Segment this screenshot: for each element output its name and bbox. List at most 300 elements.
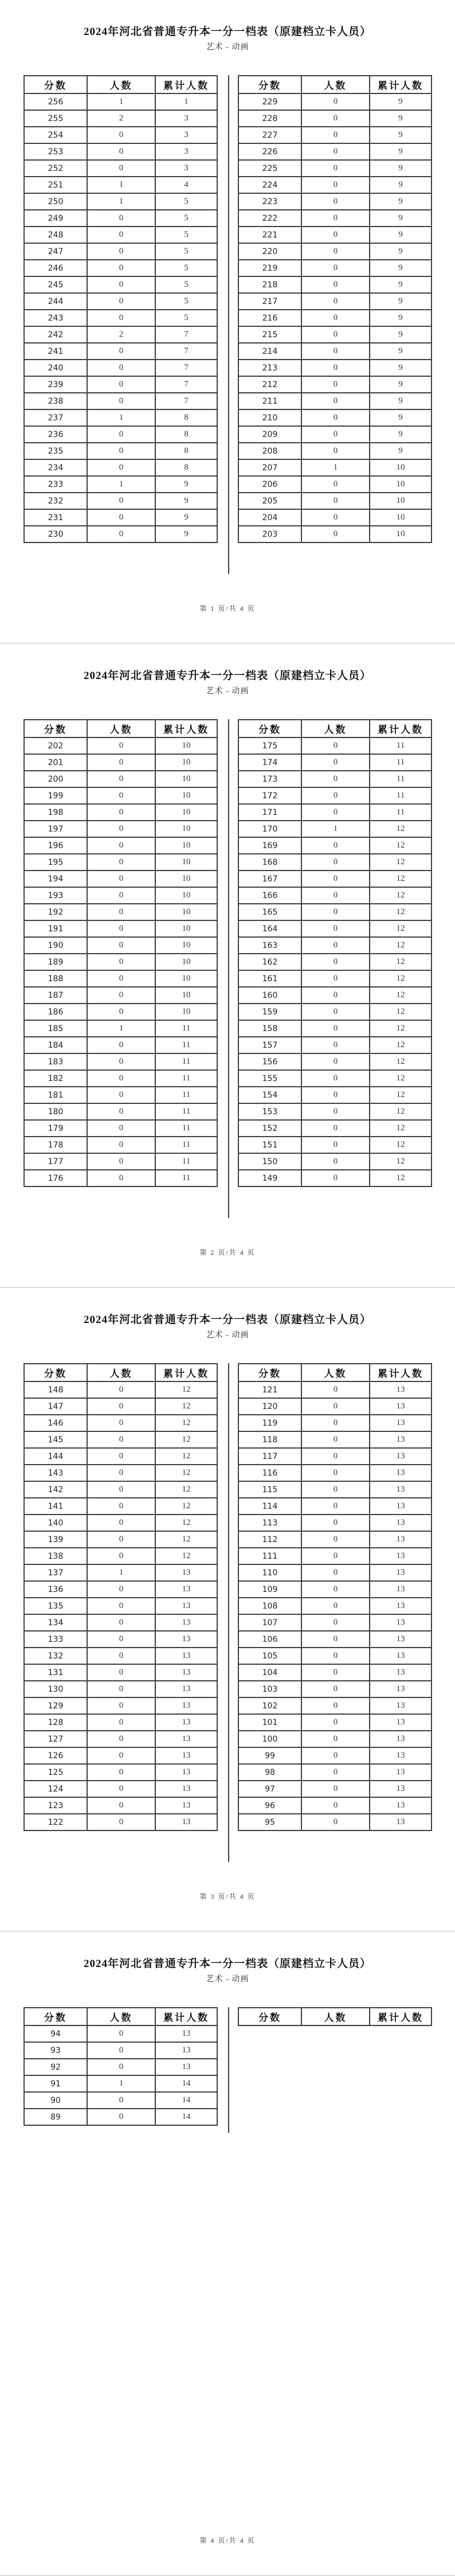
cumulative-cell: 13 [155, 1731, 217, 1747]
cumulative-cell: 13 [155, 2059, 217, 2075]
score-cell: 244 [24, 293, 87, 310]
table-row [24, 854, 217, 871]
table-row [24, 970, 217, 987]
score-cell: 200 [24, 771, 87, 787]
table-row [238, 1781, 432, 1797]
table-row [238, 1531, 432, 1548]
table-row [24, 476, 217, 493]
count-cell: 0 [87, 276, 155, 293]
table-row [238, 310, 432, 326]
count-cell: 0 [87, 1431, 155, 1448]
column-header-cumulative: 累计人数 [155, 1364, 217, 1381]
table-row [238, 1697, 432, 1714]
score-table-left [23, 719, 218, 1187]
cumulative-cell: 9 [370, 110, 432, 127]
score-cell: 198 [24, 804, 87, 821]
cumulative-cell: 9 [370, 393, 432, 409]
count-cell: 0 [301, 1614, 370, 1631]
cumulative-cell: 12 [370, 1103, 432, 1120]
count-cell: 0 [301, 1714, 370, 1731]
table-row [238, 260, 432, 276]
header-row [238, 76, 432, 93]
cumulative-cell: 1 [155, 93, 217, 110]
cumulative-cell: 13 [155, 1747, 217, 1764]
cumulative-cell: 12 [370, 887, 432, 904]
table-row [24, 737, 217, 754]
cumulative-cell: 12 [155, 1498, 217, 1515]
score-cell: 225 [238, 160, 301, 177]
count-cell: 0 [87, 1465, 155, 1481]
table-row [238, 393, 432, 409]
table-row [24, 1531, 217, 1548]
table-body [24, 737, 217, 1186]
table-row [238, 227, 432, 243]
table-row [238, 871, 432, 887]
cumulative-cell: 5 [155, 276, 217, 293]
cumulative-cell: 12 [155, 1448, 217, 1465]
cumulative-cell: 11 [155, 1153, 217, 1170]
count-cell: 0 [301, 1137, 370, 1153]
cumulative-cell: 12 [370, 1153, 432, 1170]
count-cell: 0 [87, 987, 155, 1004]
score-cell: 95 [238, 1814, 301, 1830]
table-row [238, 1020, 432, 1037]
table-row [24, 1664, 217, 1681]
cumulative-cell: 10 [155, 920, 217, 937]
table-row [24, 227, 217, 243]
table-row [238, 954, 432, 970]
cumulative-cell: 13 [155, 1564, 217, 1581]
score-cell: 177 [24, 1153, 87, 1170]
cumulative-cell: 5 [155, 260, 217, 276]
table-row [238, 854, 432, 871]
table-row [238, 426, 432, 443]
cumulative-cell: 10 [155, 987, 217, 1004]
score-cell: 93 [24, 2042, 87, 2059]
table-row [238, 459, 432, 476]
score-cell: 234 [24, 459, 87, 476]
score-cell: 206 [238, 476, 301, 493]
count-cell: 0 [301, 1631, 370, 1648]
count-cell: 0 [87, 787, 155, 804]
score-cell: 129 [24, 1697, 87, 1714]
score-cell: 209 [238, 426, 301, 443]
table-body [24, 1381, 217, 1830]
score-cell: 114 [238, 1498, 301, 1515]
score-cell: 207 [238, 459, 301, 476]
cumulative-cell: 13 [370, 1714, 432, 1731]
score-cell: 188 [24, 970, 87, 987]
table-row [238, 1797, 432, 1814]
table-row [24, 1697, 217, 1714]
count-cell: 0 [87, 887, 155, 904]
count-cell: 0 [87, 509, 155, 526]
score-cell: 108 [238, 1598, 301, 1614]
count-cell: 0 [87, 310, 155, 326]
score-cell: 248 [24, 227, 87, 243]
score-cell: 161 [238, 970, 301, 987]
cumulative-cell: 12 [155, 1515, 217, 1531]
score-cell: 197 [24, 821, 87, 837]
table-row [238, 1564, 432, 1581]
count-cell: 0 [301, 1681, 370, 1697]
count-cell: 0 [301, 1781, 370, 1797]
count-cell: 0 [87, 426, 155, 443]
table-row [24, 177, 217, 193]
count-cell: 0 [301, 1170, 370, 1186]
score-cell: 183 [24, 1053, 87, 1070]
table-row [238, 920, 432, 937]
score-cell: 159 [238, 1004, 301, 1020]
count-cell: 0 [301, 987, 370, 1004]
score-cell: 229 [238, 93, 301, 110]
cumulative-cell: 9 [155, 476, 217, 493]
column-header-cumulative: 累计人数 [370, 1364, 432, 1381]
table-row [24, 920, 217, 937]
cumulative-cell: 13 [370, 1415, 432, 1431]
cumulative-cell: 13 [370, 1431, 432, 1448]
table-row [238, 1431, 432, 1448]
count-cell: 0 [87, 1781, 155, 1797]
count-cell: 0 [301, 1747, 370, 1764]
count-cell: 0 [301, 326, 370, 343]
score-cell: 163 [238, 937, 301, 954]
cumulative-cell: 13 [155, 1814, 217, 1830]
count-cell: 0 [87, 1053, 155, 1070]
cumulative-cell: 11 [155, 1170, 217, 1186]
document-subtitle: 艺术 - 动画 [206, 687, 249, 696]
cumulative-cell: 13 [155, 1581, 217, 1598]
count-cell: 0 [87, 1681, 155, 1697]
score-cell: 128 [24, 1714, 87, 1731]
cumulative-cell: 3 [155, 110, 217, 127]
count-cell: 0 [301, 954, 370, 970]
count-cell: 0 [87, 1137, 155, 1153]
table-row [238, 1004, 432, 1020]
cumulative-cell: 7 [155, 360, 217, 376]
score-cell: 125 [24, 1764, 87, 1781]
column-header-count: 人数 [87, 1364, 155, 1381]
cumulative-cell: 10 [155, 970, 217, 987]
document-title: 2024年河北省普通专升本一分一档表（原建档立卡人员） [83, 1958, 371, 1970]
cumulative-cell: 13 [155, 1697, 217, 1714]
score-cell: 199 [24, 787, 87, 804]
page-number: 第 1 页/共 4 页 [199, 604, 256, 612]
table-row [24, 1764, 217, 1781]
score-cell: 97 [238, 1781, 301, 1797]
cumulative-cell: 13 [155, 1614, 217, 1631]
cumulative-cell: 10 [155, 887, 217, 904]
count-cell: 0 [87, 1697, 155, 1714]
table-row [238, 160, 432, 177]
cumulative-cell: 9 [370, 193, 432, 210]
score-cell: 243 [24, 310, 87, 326]
score-cell: 181 [24, 1087, 87, 1103]
cumulative-cell: 13 [370, 1697, 432, 1714]
count-cell: 0 [301, 1020, 370, 1037]
cumulative-cell: 12 [370, 837, 432, 854]
count-cell: 0 [301, 854, 370, 871]
count-cell: 0 [301, 260, 370, 276]
count-cell: 0 [301, 1153, 370, 1170]
cumulative-cell: 10 [155, 1004, 217, 1020]
table-row [24, 1381, 217, 1398]
count-cell: 1 [301, 821, 370, 837]
cumulative-cell: 13 [370, 1814, 432, 1830]
cumulative-cell: 13 [370, 1631, 432, 1648]
table-row [238, 1087, 432, 1103]
cumulative-cell: 13 [370, 1797, 432, 1814]
count-cell: 0 [301, 443, 370, 459]
count-cell: 0 [301, 210, 370, 227]
score-cell: 211 [238, 393, 301, 409]
table-row [24, 2059, 217, 2075]
cumulative-cell: 9 [370, 276, 432, 293]
table-row [238, 110, 432, 127]
score-cell: 103 [238, 1681, 301, 1697]
score-table-left [23, 2007, 218, 2126]
count-cell: 0 [87, 871, 155, 887]
score-cell: 202 [24, 737, 87, 754]
score-cell: 208 [238, 443, 301, 459]
cumulative-cell: 10 [155, 854, 217, 871]
score-cell: 107 [238, 1614, 301, 1631]
cumulative-cell: 7 [155, 376, 217, 393]
score-cell: 233 [24, 476, 87, 493]
score-cell: 157 [238, 1037, 301, 1053]
count-cell: 0 [301, 426, 370, 443]
table-row [24, 1398, 217, 1415]
count-cell: 0 [87, 837, 155, 854]
table-row [24, 1731, 217, 1747]
table-row [238, 1764, 432, 1781]
cumulative-cell: 10 [370, 493, 432, 509]
count-cell: 0 [87, 1170, 155, 1186]
cumulative-cell: 14 [155, 2075, 217, 2092]
cumulative-cell: 13 [370, 1731, 432, 1747]
table-row [24, 409, 217, 426]
table-row [24, 2109, 217, 2125]
table-row [24, 1053, 217, 1070]
cumulative-cell: 7 [155, 393, 217, 409]
table-row [24, 754, 217, 771]
cumulative-cell: 13 [155, 1681, 217, 1697]
score-cell: 134 [24, 1614, 87, 1631]
score-cell: 242 [24, 326, 87, 343]
count-cell: 0 [301, 804, 370, 821]
count-cell: 0 [87, 970, 155, 987]
column-header-score: 分数 [24, 720, 87, 737]
count-cell: 1 [87, 177, 155, 193]
score-cell: 123 [24, 1797, 87, 1814]
table-row [24, 2092, 217, 2109]
cumulative-cell: 10 [155, 737, 217, 754]
count-cell: 0 [87, 1515, 155, 1531]
table-row [238, 276, 432, 293]
score-cell: 190 [24, 937, 87, 954]
column-header-count: 人数 [87, 2008, 155, 2025]
table-row [238, 904, 432, 920]
table-row [24, 837, 217, 854]
count-cell: 0 [301, 787, 370, 804]
header-row [238, 720, 432, 737]
score-cell: 132 [24, 1648, 87, 1664]
header-row [24, 1364, 217, 1381]
score-cell: 113 [238, 1515, 301, 1531]
table-row [238, 887, 432, 904]
cumulative-cell: 9 [370, 360, 432, 376]
count-cell: 0 [301, 143, 370, 160]
count-cell: 0 [301, 837, 370, 854]
count-cell: 0 [87, 1120, 155, 1137]
score-table-left [23, 1363, 218, 1831]
cumulative-cell: 11 [370, 771, 432, 787]
score-cell: 217 [238, 293, 301, 310]
count-cell: 0 [87, 854, 155, 871]
score-cell: 226 [238, 143, 301, 160]
count-cell: 0 [301, 1697, 370, 1714]
cumulative-cell: 9 [370, 210, 432, 227]
count-cell: 0 [301, 276, 370, 293]
table-row [24, 93, 217, 110]
count-cell: 1 [301, 459, 370, 476]
score-cell: 153 [238, 1103, 301, 1120]
score-cell: 245 [24, 276, 87, 293]
cumulative-cell: 13 [370, 1481, 432, 1498]
cumulative-cell: 8 [155, 443, 217, 459]
cumulative-cell: 10 [370, 509, 432, 526]
column-header-cumulative: 累计人数 [155, 2008, 217, 2025]
cumulative-cell: 3 [155, 160, 217, 177]
page-3 [0, 1288, 455, 1932]
column-header-count: 人数 [301, 720, 370, 737]
cumulative-cell: 13 [370, 1614, 432, 1631]
cumulative-cell: 11 [155, 1103, 217, 1120]
score-cell: 143 [24, 1465, 87, 1481]
count-cell: 0 [87, 293, 155, 310]
score-cell: 138 [24, 1548, 87, 1564]
score-cell: 90 [24, 2092, 87, 2109]
cumulative-cell: 13 [370, 1465, 432, 1481]
cumulative-cell: 12 [370, 1004, 432, 1020]
score-cell: 156 [238, 1053, 301, 1070]
score-cell: 142 [24, 1481, 87, 1498]
table-row [238, 326, 432, 343]
score-cell: 154 [238, 1087, 301, 1103]
table-row [238, 1648, 432, 1664]
cumulative-cell: 13 [155, 1764, 217, 1781]
cumulative-cell: 10 [155, 754, 217, 771]
count-cell: 0 [87, 2109, 155, 2125]
cumulative-cell: 10 [155, 804, 217, 821]
table-row [24, 260, 217, 276]
score-cell: 158 [238, 1020, 301, 1037]
score-table-right [238, 1363, 432, 1831]
score-cell: 146 [24, 1415, 87, 1431]
score-cell: 204 [238, 509, 301, 526]
table-row [238, 127, 432, 143]
score-cell: 121 [238, 1381, 301, 1398]
table-row [238, 493, 432, 509]
cumulative-cell: 5 [155, 243, 217, 260]
cumulative-cell: 9 [370, 376, 432, 393]
count-cell: 0 [301, 1648, 370, 1664]
count-cell: 1 [87, 409, 155, 426]
score-cell: 238 [24, 393, 87, 409]
count-cell: 0 [87, 1731, 155, 1747]
score-cell: 232 [24, 493, 87, 509]
score-cell: 210 [238, 409, 301, 426]
table-row [238, 1070, 432, 1087]
cumulative-cell: 10 [155, 937, 217, 954]
table-row [238, 509, 432, 526]
score-cell: 215 [238, 326, 301, 343]
table-row [238, 93, 432, 110]
score-cell: 184 [24, 1037, 87, 1053]
score-table-left [23, 75, 218, 543]
score-cell: 133 [24, 1631, 87, 1648]
count-cell: 0 [87, 1814, 155, 1830]
cumulative-cell: 13 [370, 1564, 432, 1581]
table-row [238, 937, 432, 954]
cumulative-cell: 9 [370, 160, 432, 177]
score-cell: 168 [238, 854, 301, 871]
column-header-score: 分数 [24, 2008, 87, 2025]
score-cell: 212 [238, 376, 301, 393]
table-row [238, 1137, 432, 1153]
count-cell: 0 [301, 754, 370, 771]
table-row [24, 1747, 217, 1764]
cumulative-cell: 13 [370, 1498, 432, 1515]
table-row [24, 276, 217, 293]
table-row [238, 1398, 432, 1415]
cumulative-cell: 13 [155, 1631, 217, 1648]
table-row [24, 1087, 217, 1103]
cumulative-cell: 9 [370, 227, 432, 243]
table-row [24, 1481, 217, 1498]
score-cell: 256 [24, 93, 87, 110]
score-cell: 164 [238, 920, 301, 937]
column-header-cumulative: 累计人数 [370, 2008, 432, 2025]
count-cell: 0 [87, 937, 155, 954]
count-cell: 0 [301, 1814, 370, 1830]
cumulative-cell: 7 [155, 343, 217, 360]
table-row [24, 954, 217, 970]
count-cell: 0 [87, 1747, 155, 1764]
table-row [238, 1747, 432, 1764]
count-cell: 0 [301, 1070, 370, 1087]
count-cell: 0 [301, 1037, 370, 1053]
score-cell: 150 [238, 1153, 301, 1170]
cumulative-cell: 13 [370, 1531, 432, 1548]
score-cell: 119 [238, 1415, 301, 1431]
score-cell: 110 [238, 1564, 301, 1581]
score-cell: 251 [24, 177, 87, 193]
table-row [238, 837, 432, 854]
count-cell: 0 [87, 1448, 155, 1465]
table-row [24, 2025, 217, 2042]
table-divider [228, 1363, 229, 1862]
cumulative-cell: 5 [155, 193, 217, 210]
score-cell: 165 [238, 904, 301, 920]
table-row [238, 987, 432, 1004]
score-cell: 231 [24, 509, 87, 526]
table-row [24, 1103, 217, 1120]
count-cell: 0 [87, 1714, 155, 1731]
table-row [24, 1153, 217, 1170]
score-cell: 219 [238, 260, 301, 276]
score-table-right [238, 719, 432, 1187]
